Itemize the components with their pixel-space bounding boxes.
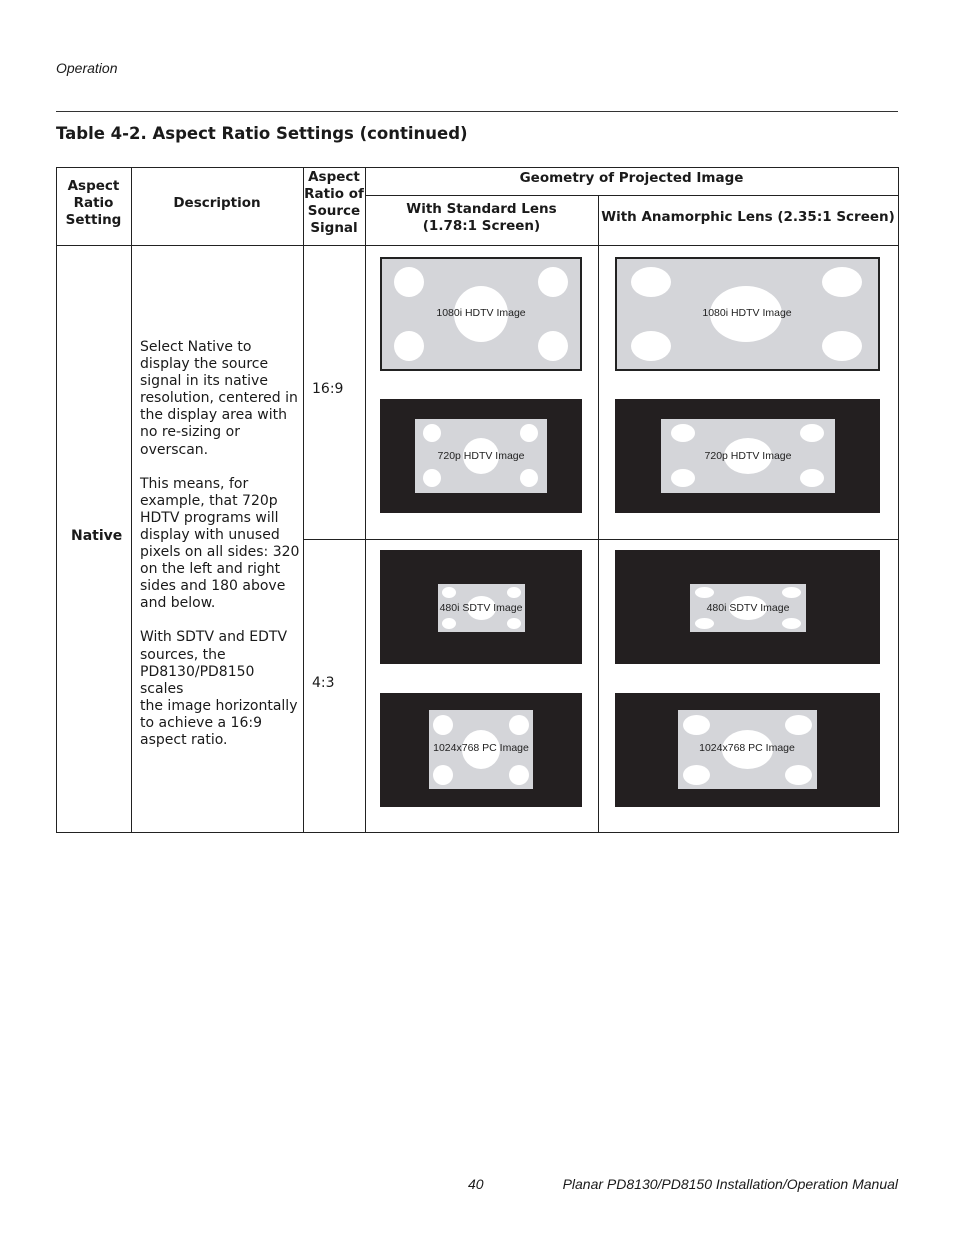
description-line: no re-sizing or <box>140 424 240 441</box>
image-area <box>438 584 525 632</box>
test-circle <box>782 618 801 629</box>
test-circle <box>822 331 862 361</box>
ratio-4-3: 4:3 <box>312 675 335 691</box>
test-circle <box>520 424 538 442</box>
description-line: signal in its native <box>140 373 268 390</box>
test-circle <box>800 424 824 442</box>
test-circle <box>671 469 695 487</box>
table-title: Table 4-2. Aspect Ratio Settings (continued) <box>56 124 468 143</box>
running-head: Operation <box>56 60 118 76</box>
test-circle <box>442 618 456 629</box>
image-label: 1024x768 PC Image <box>699 742 795 754</box>
test-circle <box>442 587 456 598</box>
table-top-border <box>56 167 899 168</box>
header-line: Setting <box>65 212 122 228</box>
test-circle <box>394 267 424 297</box>
manual-title: Planar PD8130/PD8150 Installation/Operation Manual <box>562 1176 898 1192</box>
header-line: With Standard Lens <box>406 201 557 217</box>
description-spacer <box>140 612 300 629</box>
screen-pc-standard <box>380 693 582 807</box>
image-label: 480i SDTV Image <box>706 602 790 614</box>
header-aspect-ratio-setting <box>56 178 131 229</box>
column-divider <box>365 167 366 833</box>
test-circle <box>509 765 529 785</box>
column-divider <box>598 195 599 833</box>
test-circle <box>538 267 568 297</box>
ratio-16-9: 16:9 <box>312 381 344 397</box>
header-line: Aspect <box>67 178 120 194</box>
description-line: This means, for <box>140 475 249 492</box>
image-area <box>415 419 547 493</box>
description-line: and below. <box>140 595 216 612</box>
header-line: Source <box>307 203 361 219</box>
description-line: resolution, centered in <box>140 390 298 407</box>
test-circle <box>631 267 671 297</box>
test-circle <box>800 469 824 487</box>
test-circle <box>785 715 812 735</box>
test-circle <box>683 715 710 735</box>
description-line: display with unused <box>140 526 280 543</box>
description-spacer <box>140 459 300 476</box>
test-circle <box>394 331 424 361</box>
description-line: the display area with <box>140 407 287 424</box>
description-line: PD8130/PD8150 scales <box>140 663 255 697</box>
test-circle <box>538 331 568 361</box>
test-circle <box>683 765 710 785</box>
header-rule <box>56 111 898 112</box>
test-circle <box>671 424 695 442</box>
screen-480i-standard <box>380 550 582 664</box>
test-circle <box>822 267 862 297</box>
image-area <box>429 710 533 789</box>
description-line: example, that 720p <box>140 492 278 509</box>
header-line: Aspect <box>308 169 360 185</box>
image-label: 720p HDTV Image <box>704 450 792 462</box>
column-divider <box>131 167 132 833</box>
image-area <box>678 710 817 789</box>
header-geometry: Geometry of Projected Image <box>519 170 744 186</box>
column-divider <box>303 167 304 833</box>
screen-1080i-standard <box>380 257 582 371</box>
description-line: pixels on all sides: 320 <box>140 544 300 561</box>
description-line: display the source <box>140 356 269 373</box>
description-line: the image horizontally <box>140 697 298 714</box>
image-label: 1024x768 PC Image <box>433 742 529 754</box>
test-circle <box>785 765 812 785</box>
header-anamorphic-lens: With Anamorphic Lens (2.35:1 Screen) <box>601 209 895 225</box>
header-description: Description <box>173 195 261 211</box>
description-line: Select Native to <box>140 339 252 355</box>
table-bottom-border <box>56 832 899 833</box>
test-circle <box>520 469 538 487</box>
header-line: (1.78:1 Screen) <box>422 218 541 234</box>
test-circle <box>507 618 521 629</box>
image-label: 480i SDTV Image <box>439 602 523 614</box>
screen-1080i-anamorphic <box>615 257 880 371</box>
description-line: sides and 180 above <box>140 578 286 595</box>
description-text <box>140 339 300 749</box>
screen-720p-standard <box>380 399 582 513</box>
table-right-border <box>898 167 899 833</box>
header-line: Signal <box>310 220 358 236</box>
description-line: HDTV programs will <box>140 509 279 526</box>
screen-480i-anamorphic <box>615 550 880 664</box>
test-circle <box>423 469 441 487</box>
header-line: Ratio <box>73 195 114 211</box>
image-label: 1080i HDTV Image <box>702 307 792 319</box>
header-source-signal <box>303 169 365 237</box>
test-circle <box>695 587 714 598</box>
table-left-border <box>56 167 57 833</box>
header-divider <box>365 195 899 196</box>
image-label: 720p HDTV Image <box>437 450 525 462</box>
header-standard-lens <box>365 201 598 235</box>
description-line: aspect ratio. <box>140 731 228 748</box>
aspect-ratio-table <box>56 167 899 833</box>
header-line: Ratio of <box>304 186 364 202</box>
setting-native: Native <box>71 528 123 544</box>
test-circle <box>782 587 801 598</box>
image-area <box>661 419 835 493</box>
screen-pc-anamorphic <box>615 693 880 807</box>
image-area <box>690 584 806 632</box>
description-line: overscan. <box>140 441 209 458</box>
page-number: 40 <box>468 1176 484 1192</box>
screen-720p-anamorphic <box>615 399 880 513</box>
image-label: 1080i HDTV Image <box>436 307 526 319</box>
row-divider <box>303 539 899 540</box>
test-circle <box>433 715 453 735</box>
test-circle <box>509 715 529 735</box>
header-bottom-divider <box>56 245 899 246</box>
test-circle <box>433 765 453 785</box>
description-line: on the left and right <box>140 561 281 578</box>
test-circle <box>695 618 714 629</box>
description-line: to achieve a 16:9 <box>140 714 262 731</box>
description-line: With SDTV and EDTV <box>140 629 288 646</box>
test-circle <box>423 424 441 442</box>
test-circle <box>507 587 521 598</box>
description-line: sources, the <box>140 646 226 663</box>
test-circle <box>631 331 671 361</box>
